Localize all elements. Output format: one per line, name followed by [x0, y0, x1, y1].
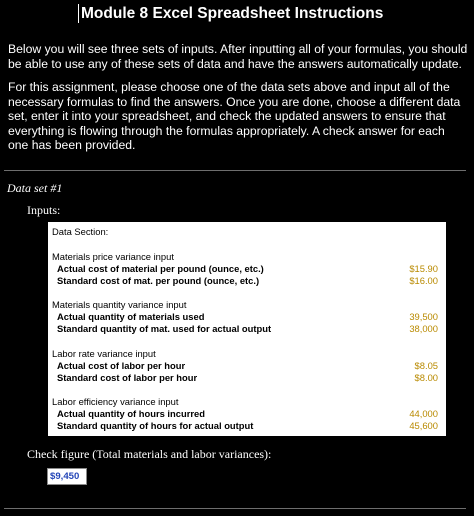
inputs-label: Inputs:: [27, 203, 61, 217]
divider-bottom: [4, 508, 466, 509]
cell-actual-quantity-materials[interactable]: 39,500: [409, 311, 438, 322]
row-label-standard-cost-labor: Standard cost of labor per hour: [57, 372, 198, 383]
group-title-labor-efficiency: Labor efficiency variance input: [52, 396, 179, 407]
intro-paragraph: Below you will see three sets of inputs. After inputting all of your formulas, you should be able to use any of these sets of data and have the answers automatically update.: [8, 42, 468, 71]
row-label-actual-quantity-materials: Actual quantity of materials used: [57, 311, 205, 322]
row-label-actual-cost-material: Actual cost of material per pound (ounce, etc.): [57, 263, 264, 274]
cell-actual-hours[interactable]: 44,000: [409, 408, 438, 419]
dataset-label: Data set #1: [7, 181, 63, 195]
cell-actual-cost-material[interactable]: $15.90: [409, 263, 438, 274]
cell-standard-hours[interactable]: 45,600: [409, 420, 438, 431]
divider-top: [4, 170, 466, 171]
row-label-standard-hours: Standard quantity of hours for actual output: [57, 420, 254, 431]
row-label-standard-cost-material: Standard cost of mat. per pound (ounce, etc.): [57, 275, 260, 286]
cell-standard-quantity-materials[interactable]: 38,000: [409, 323, 438, 334]
group-title-labor-rate: Labor rate variance input: [52, 348, 156, 359]
group-title-materials-price: Materials price variance input: [52, 251, 174, 262]
data-section-panel: [48, 222, 446, 436]
cell-standard-cost-material[interactable]: $16.00: [409, 275, 438, 286]
row-label-actual-hours: Actual quantity of hours incurred: [57, 408, 205, 419]
group-title-materials-quantity: Materials quantity variance input: [52, 299, 187, 310]
cell-standard-cost-labor[interactable]: $8.00: [414, 372, 438, 383]
row-label-standard-quantity-materials: Standard quantity of mat. used for actual output: [57, 323, 272, 334]
instructions-paragraph: For this assignment, please choose one of the data sets above and input all of the necessary formulas to find the answers. Once you are done, choose a different data set, enter it into your spreadsheet, and check the updated answers to ensure that everything is flowing through the formulas appropriately. A check answer for each one has been provided.: [8, 80, 461, 152]
check-figure-label: Check figure (Total materials and labor variances):: [27, 447, 272, 461]
check-figure-value[interactable]: $9,450: [47, 468, 87, 485]
row-label-actual-cost-labor: Actual cost of labor per hour: [57, 360, 186, 371]
page-title: Module 8 Excel Spreadsheet Instructions: [78, 4, 383, 23]
data-section-heading: Data Section:: [52, 226, 109, 237]
cell-actual-cost-labor[interactable]: $8.05: [414, 360, 438, 371]
